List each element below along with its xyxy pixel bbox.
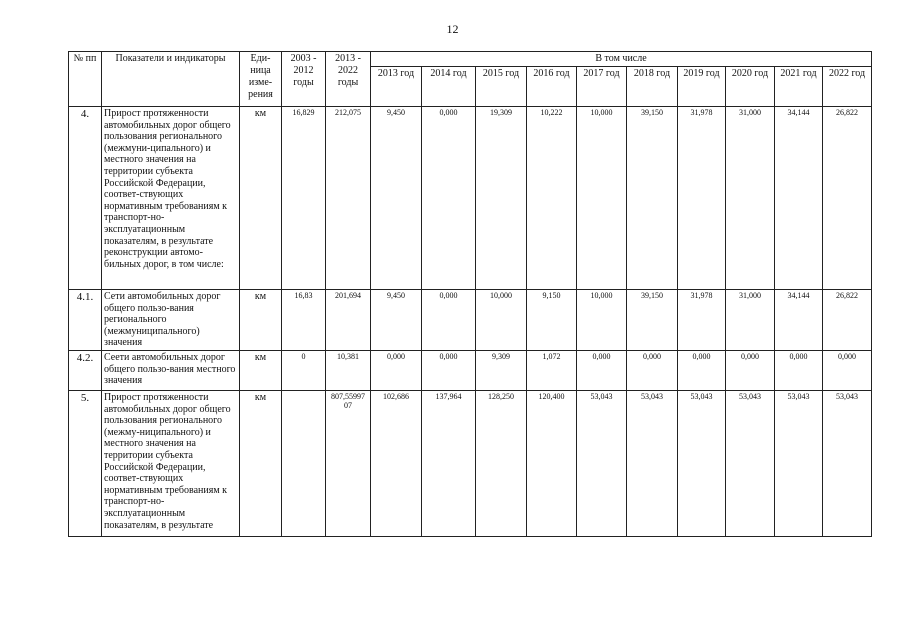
- row-value-year: 0,000: [422, 107, 476, 290]
- row-value-year: 0,000: [726, 350, 775, 390]
- row-value-year: 39,150: [627, 107, 678, 290]
- row-number: 5.: [69, 390, 102, 536]
- row-value-year: 0,000: [422, 350, 476, 390]
- header-year: 2015 год: [476, 67, 527, 107]
- row-value-year: 31,978: [678, 290, 726, 351]
- row-unit: км: [240, 350, 282, 390]
- header-year: 2014 год: [422, 67, 476, 107]
- row-value-year: 120,400: [527, 390, 577, 536]
- row-value-year: 9,150: [527, 290, 577, 351]
- row-value-year: 0,000: [823, 350, 872, 390]
- row-unit: км: [240, 107, 282, 290]
- row-indicator-name: Прирост протяженности автомобильных дорог общего пользования регионального (межму-ниципального) и местного значения на территории субъекта Российской Федерации, соответ-ствующих нормативным требованиям к транспорт-но-эксплуатационным показателям, в результате: [102, 390, 240, 536]
- header-year: 2021 год: [775, 67, 823, 107]
- row-value-2003-2012: 16,83: [282, 290, 326, 351]
- header-group-label: В том числе: [371, 52, 872, 67]
- row-value-year: 19,309: [476, 107, 527, 290]
- indicators-table: [68, 51, 872, 537]
- row-value-year: 0,000: [775, 350, 823, 390]
- header-period-2013-2022: 2013 - 2022 годы: [326, 52, 371, 107]
- row-value-year: 53,043: [823, 390, 872, 536]
- row-number: 4.2.: [69, 350, 102, 390]
- row-value-year: 26,822: [823, 290, 872, 351]
- row-value-year: 53,043: [577, 390, 627, 536]
- row-value-2013-2022: 212,075: [326, 107, 371, 290]
- row-value-year: 53,043: [627, 390, 678, 536]
- header-year: 2019 год: [678, 67, 726, 107]
- row-value-year: 0,000: [371, 350, 422, 390]
- row-value-year: 0,000: [627, 350, 678, 390]
- row-value-year: 34,144: [775, 290, 823, 351]
- row-value-year: 39,150: [627, 290, 678, 351]
- row-value-year: 9,450: [371, 290, 422, 351]
- row-value-year: 128,250: [476, 390, 527, 536]
- row-value-year: 31,000: [726, 107, 775, 290]
- header-year: 2022 год: [823, 67, 872, 107]
- row-value-2013-2022: 10,381: [326, 350, 371, 390]
- row-value-year: 31,000: [726, 290, 775, 351]
- header-year: 2020 год: [726, 67, 775, 107]
- row-value-year: 53,043: [678, 390, 726, 536]
- row-value-year: 1,072: [527, 350, 577, 390]
- row-value-2003-2012: [282, 390, 326, 536]
- row-indicator-name: Прирост протяженности автомобильных дорог общего пользования регионального (межмуни-ципального) и местного значения на территории субъекта Российской Федерации, соответ-ствующих нормативным требованиям к транспорт-но-эксплуатационным показателям, в результате реконструкции автомо-бильных дорог, в том числе:: [102, 107, 240, 290]
- row-number: 4.: [69, 107, 102, 290]
- row-value-year: 53,043: [775, 390, 823, 536]
- row-value-2003-2012: 0: [282, 350, 326, 390]
- row-value-2013-2022: 201,694: [326, 290, 371, 351]
- row-value-year: 34,144: [775, 107, 823, 290]
- row-value-year: 102,686: [371, 390, 422, 536]
- page-number: 12: [446, 22, 459, 36]
- row-value-year: 10,222: [527, 107, 577, 290]
- table-row: [69, 350, 872, 390]
- row-value-year: 9,450: [371, 107, 422, 290]
- header-year: 2017 год: [577, 67, 627, 107]
- row-value-year: 10,000: [577, 290, 627, 351]
- header-unit: Еди-ница изме-рения: [240, 52, 282, 107]
- row-value-year: 0,000: [422, 290, 476, 351]
- table-row: [69, 290, 872, 351]
- row-indicator-name: Сети автомобильных дорог общего пользо-вания регионального (межмуниципального) значения: [102, 290, 240, 351]
- header-year: 2018 год: [627, 67, 678, 107]
- header-period-2003-2012: 2003 - 2012 годы: [282, 52, 326, 107]
- header-name: Показатели и индикаторы: [102, 52, 240, 107]
- header-num: № пп: [69, 52, 102, 107]
- row-unit: км: [240, 390, 282, 536]
- row-value-2003-2012: 16,829: [282, 107, 326, 290]
- row-value-year: 10,000: [476, 290, 527, 351]
- row-value-year: 137,964: [422, 390, 476, 536]
- row-value-year: 10,000: [577, 107, 627, 290]
- row-value-year: 26,822: [823, 107, 872, 290]
- row-value-year: 0,000: [577, 350, 627, 390]
- row-number: 4.1.: [69, 290, 102, 351]
- row-indicator-name: Сеети автомобильных дорог общего пользо-вания местного значения: [102, 350, 240, 390]
- header-year: 2013 год: [371, 67, 422, 107]
- row-value-year: 0,000: [678, 350, 726, 390]
- row-value-year: 53,043: [726, 390, 775, 536]
- table-row: [69, 390, 872, 536]
- row-value-2013-2022: 807,55997 07: [326, 390, 371, 536]
- row-unit: км: [240, 290, 282, 351]
- row-value-year: 31,978: [678, 107, 726, 290]
- table-row: [69, 107, 872, 290]
- header-year: 2016 год: [527, 67, 577, 107]
- row-value-year: 9,309: [476, 350, 527, 390]
